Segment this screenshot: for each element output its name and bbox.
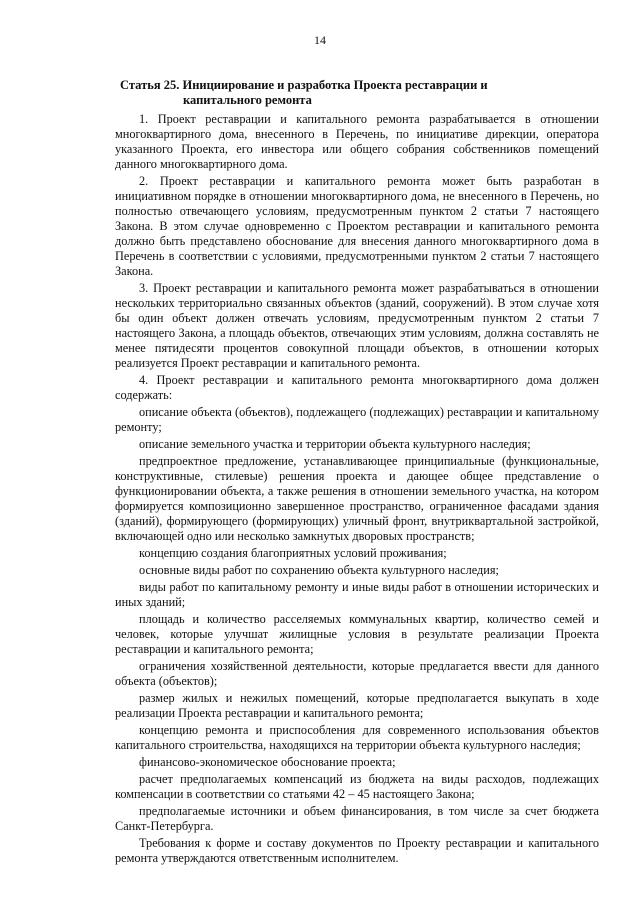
list-item: ограничения хозяйственной деятельности, которые предлагается ввести для данного объекта (объектов); xyxy=(115,659,599,688)
list-item: площадь и количество расселяемых коммунальных квартир, количество семей и человек, которые улучшат жилищные условия в результате реализации Проекта реставрации и капитального ремонта; xyxy=(115,612,599,656)
list-item: предполагаемые источники и объем финансирования, в том числе за счет бюджета Санкт-Петербурга. xyxy=(115,804,599,833)
article-title-line-1: Статья 25. Инициирование и разработка Проекта реставрации и xyxy=(120,78,488,92)
article-heading xyxy=(120,78,560,108)
list-item: основные виды работ по сохранению объекта культурного наследия; xyxy=(139,563,499,577)
list-item: виды работ по капитальному ремонту и иные виды работ в отношении исторических и иных зданий; xyxy=(115,580,599,609)
list-item: расчет предполагаемых компенсаций из бюджета на виды расходов, подлежащих компенсации в соответствии со статьями 42 – 45 настоящего Закона; xyxy=(115,772,599,801)
list-item: предпроектное предложение, устанавливающее принципиальные (функциональные, конструктивные, стилевые) решения проекта и дающее общее представление о функционировании объекта, а также решения в отношении земельного участка, на котором формируется композиционно завершенное пространство, ограниченное фасадами здания (зданий), формирующего (формирующих) уличный фронт, внутриквартальной застройкой, включающей одно или несколько замкнутых дворовых пространств; xyxy=(115,454,599,543)
list-item: описание объекта (объектов), подлежащего (подлежащих) реставрации и капитальному ремонту; xyxy=(115,405,599,434)
article-body xyxy=(115,112,599,868)
page-number: 14 xyxy=(314,33,326,47)
paragraph-2: 2. Проект реставрации и капитального ремонта может быть разработан в инициативном порядке в отношении многоквартирного дома, не внесенного в Перечень, но полностью отвечающего условиям, предусмотренным пунктом 2 статьи 7 настоящего Закона. В этом случае одновременно с Проектом реставрации и капитального ремонта должно быть представлено обоснование для внесения данного многоквартирного дома в Перечень в соответствии с условиями, предусмотренными пунктом 2 статьи 7 настоящего Закона. xyxy=(115,174,599,278)
paragraph-3: 3. Проект реставрации и капитального ремонта может разрабатываться в отношении нескольких территориально связанных объектов (зданий, сооружений). В этом случае хотя бы один объект должен отвечать условиям, предусмотренным пунктом 2 статьи 7 настоящего Закона, а площадь объектов, отвечающих этим условиям, должна составлять не менее пятидесяти процентов совокупной площади объектов, в отношении которых реализуется Проект реставрации и капитального ремонта. xyxy=(115,281,599,370)
list-item: описание земельного участка и территории объекта культурного наследия; xyxy=(139,437,531,451)
list-item: размер жилых и нежилых помещений, которые предполагается выкупать в ходе реализации Проекта реставрации и капитального ремонта; xyxy=(115,691,599,720)
list-item: концепцию ремонта и приспособления для современного использования объектов капитального строительства, находящихся на территории объекта культурного наследия; xyxy=(115,723,599,752)
paragraph-4: 4. Проект реставрации и капитального ремонта многоквартирного дома должен содержать: xyxy=(115,373,599,402)
list-item: концепцию создания благоприятных условий проживания; xyxy=(139,546,447,560)
article-title-line-2: капитального ремонта xyxy=(183,93,312,107)
list-item: финансово-экономическое обоснование проекта; xyxy=(139,755,396,769)
paragraph-1: 1. Проект реставрации и капитального ремонта разрабатывается в отношении многоквартирного дома, внесенного в Перечень, по инициативе дирекции, оператора указанного Проекта, его инвестора или общего собрания собственников помещений данного многоквартирного дома. xyxy=(115,112,599,171)
closing-paragraph: Требования к форме и составу документов по Проекту реставрации и капитального ремонта утверждаются ответственным исполнителем. xyxy=(115,836,599,865)
